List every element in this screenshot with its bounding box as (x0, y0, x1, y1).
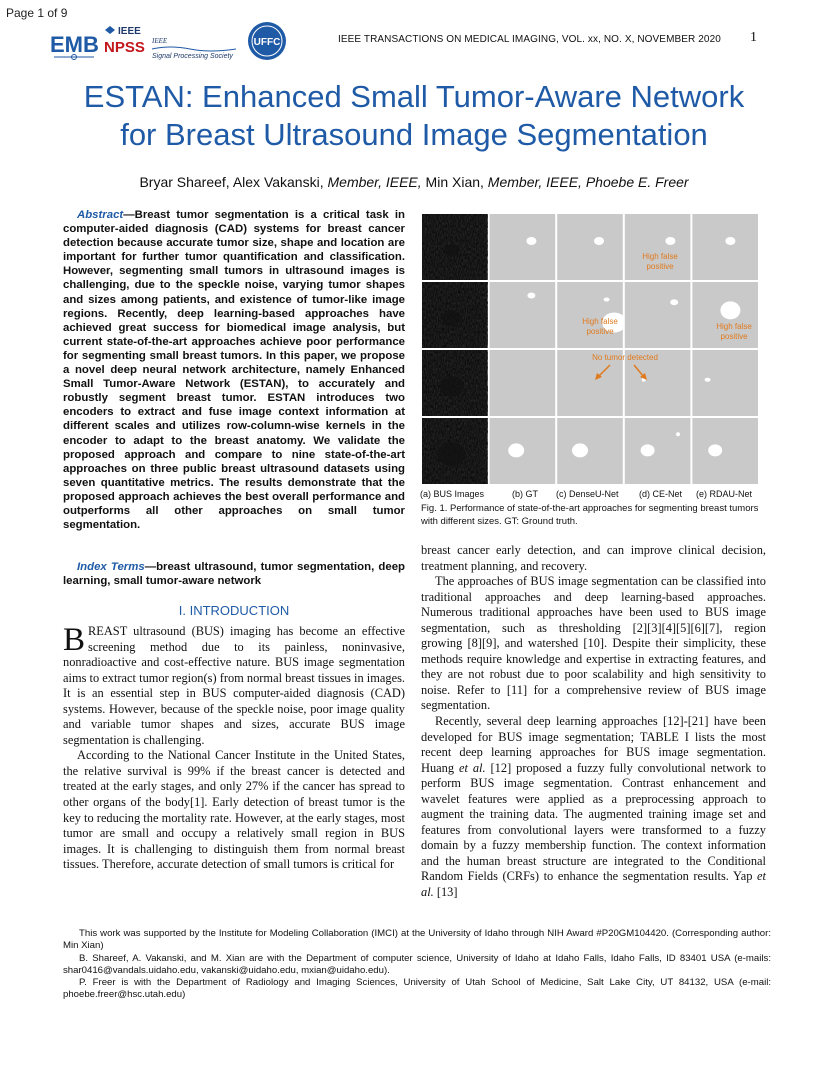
segmentation-mask-blob (665, 237, 675, 245)
footnote-funding: This work was supported by the Institute for Modeling Collaboration (IMCI) at the University of Idaho through NIH Award #P20GM104420. (Corresponding author: Min Xian) (63, 928, 771, 952)
page-label: Page 1 of 9 (6, 6, 68, 20)
segmentation-mask-blob (676, 432, 680, 436)
dropcap-letter: B (63, 622, 86, 658)
figure-caption: Fig. 1. Performance of state-of-the-art approaches for segmenting breast tumors with different sizes. GT: Ground truth. (421, 503, 759, 527)
figure-1 (422, 214, 759, 486)
figure-panel-denseunet-row-1 (557, 214, 623, 280)
figure-panel-gt-row-1 (490, 214, 556, 280)
uffc-logo-text: UFFC (253, 37, 281, 48)
intro-paragraph-5-etal-1: et al. (458, 760, 486, 775)
intro-paragraph-3: breast cancer early detection, and can improve clinical decision, treatment planning, and recovery. (421, 543, 766, 573)
intro-right-column (421, 543, 766, 901)
segmentation-mask-blob (604, 298, 610, 302)
segmentation-mask-blob (725, 237, 735, 245)
sps-logo-text: Signal Processing Society (152, 53, 233, 60)
sublabel-gt: (b) GT (512, 489, 538, 499)
figure-panel-bus-row-3 (422, 350, 488, 416)
intro-paragraph-5-b: [12] proposed a fuzzy fully convolutional network to perform BUS image segmentation. Contrast enhancement and wavelet features were applied as a preprocessing approach to augment the training data. The augmented training image set and features from convolutional layers were transformed to a fuzzy domain by a fuzzy membership function. The context information and the human breast structure are integrated to the Conditional Random Fields (CRFs) to enhance the segmentation results. Yap (421, 760, 766, 884)
figure-panel-gt-row-2 (490, 282, 556, 348)
segmentation-mask-blob (527, 293, 535, 299)
segmentation-mask-blob (526, 237, 536, 245)
paper-title (0, 78, 828, 154)
intro-paragraph-5-c: [13] (433, 885, 458, 900)
intro-paragraph-5-a: Recently, several deep learning approaches [12]-[21] have been developed for BUS image segmentation; TABLE I lists the most recent deep learning approaches for BUS image segmentation. Huang (421, 714, 766, 775)
sublabel-cenet: (d) CE-Net (639, 489, 683, 499)
signal-processing-society-logo (150, 32, 240, 62)
sublabel-bus-images: (a) BUS Images (420, 489, 485, 499)
ieee-logo-text: IEEE (118, 26, 141, 37)
segmentation-mask-blob (508, 443, 524, 457)
footnote-affiliation-2: P. Freer is with the Department of Radiology and Imaging Sciences, University of Utah School of Medicine, Salt Lake City, UT 84132, USA (e-mail: phoebe.freer@hsc.utah.edu) (63, 977, 771, 1001)
figure-panel-rdaunet-row-4 (692, 418, 759, 484)
figure-panel-bus-row-1 (422, 214, 488, 280)
figure-panel-rdaunet-row-1 (692, 214, 758, 280)
annotation-high-false-positive-2: High false positive (582, 317, 618, 336)
figure-panel-cenet-row-2 (625, 282, 691, 348)
npss-logo (104, 22, 152, 62)
emb-logo (48, 28, 100, 62)
uffc-logo (247, 21, 287, 61)
segmentation-mask-blob (670, 299, 678, 305)
footnotes (63, 928, 771, 1002)
annotation-arrows (592, 363, 652, 383)
abstract-text: —Breast tumor segmentation is a critical task in computer-aided diagnosis (CAD) systems for breast cancer detection because accurate tumor size, shape and location are important for further tumor quantification and classification. However, segmenting small tumors in ultrasound images is challenging, due to the speckle noise, varying tumor shapes and sizes among patients, and existence of tumor-like image regions. Recently, deep learning-based approaches have achieved great success for biomedical image analysis, but current state-of-the-art approaches achieve poor performance for segmenting small breast tumors. In this paper, we propose a novel deep neural network architecture, namely Enhanced Small Tumor-Aware Network (ESTAN), to accurately and robustly segment breast tumor. ESTAN introduces two encoders to extract and fuse image context information at different scales and utilizes row-column-wise kernels in the encoder to adapt to the breast anatomy. We validate the proposed approach and compare to nine state-of-the-art approaches on three public breast ultrasound datasets using seven quantitative metrics. The results demonstrate that the proposed approach achieves the best overall performance and outperforms all other approaches on small tumor segmentation. (63, 209, 405, 532)
annotation-high-false-positive-1: High false positive (642, 252, 678, 271)
intro-left-column (63, 624, 405, 873)
segmentation-mask-blob (641, 444, 655, 456)
intro-paragraph-1-text: REAST ultrasound (BUS) imaging has become an effective screening method due to its painless, noninvasive, nonradioactive and cost-effective nature. BUS image segmentation aims to extract tumor region(s) from normal breast tissues in images. It is an essential step in BUS computer-aided diagnosis (CAD) systems. However, because of the speckle noise, poor image quality and variable tumor shapes and sizes, accurate BUS image segmentation is challenging. (63, 624, 405, 747)
figure-panel-rdaunet-row-3 (692, 350, 758, 416)
figure-panel-gt-row-4 (490, 418, 556, 484)
figure-panel-gt-row-3 (490, 350, 556, 416)
intro-paragraph-4: The approaches of BUS image segmentation can be classified into traditional approaches and deep learning-based approaches. Numerous traditional approaches have been used to BUS image segmentation, such as thresholding [2][3][4][5][6][7], region growing [8][9], and watershed [10]. Despite their simplicity, these methods require knowledge and expertise in extracting features, and they are not robust due to poor scalability and high sensitivity to noise. Refer to [11] for a comprehensive review of BUS image segmentation. (421, 574, 766, 713)
title-line-1: ESTAN: Enhanced Small Tumor-Aware Network (83, 79, 745, 114)
figure-panel-denseunet-row-2 (557, 282, 626, 348)
annotation-no-tumor-detected: No tumor detected (592, 353, 658, 362)
emb-logo-text: EMB (50, 32, 99, 57)
sps-ieee-text: IEEE (152, 37, 168, 45)
figure-panel-bus-row-2 (422, 282, 488, 348)
annotation-high-false-positive-3: High false positive (716, 322, 752, 341)
authors-role-1: Member, IEEE, (327, 174, 422, 190)
npss-logo-text: NPSS (104, 39, 145, 56)
authors-part-2: Min Xian, (421, 174, 488, 190)
abstract (63, 208, 405, 532)
intro-paragraph-5 (421, 714, 766, 901)
figure-panel-bus-row-4 (422, 418, 488, 484)
segmentation-mask-blob (572, 443, 588, 457)
author-list (0, 174, 828, 190)
index-terms-text: —breast ultrasound, tumor segmentation, deep learning, small tumor-aware network (63, 561, 405, 588)
abstract-lead: Abstract (77, 209, 124, 221)
intro-paragraph-2: According to the National Cancer Institute in the United States, the relative survival is 99% if the breast cancer is detected and treated at the early stages, and only 27% if the cancer has spread to other organs of the body[1]. Early detection of breast tumor is the key to reducing the mortality rate. However, at the early stages, most tumor are small and occupy a relatively small region in BUS images. It is challenging to distinguish them from normal breast tissues. Therefore, accurate detection of small tumors is critical for (63, 748, 405, 872)
sublabel-rdaunet: (e) RDAU-Net (696, 489, 753, 499)
segmentation-mask-blob (705, 378, 711, 382)
sublabel-denseunet: (c) DenseU-Net (556, 489, 619, 499)
segmentation-mask-blob (720, 301, 740, 319)
index-terms-lead: Index Terms (77, 561, 145, 573)
page-number: 1 (750, 30, 757, 45)
footnote-affiliation-1: B. Shareef, A. Vakanski, and M. Xian are with the Department of computer science, University of Idaho at Idaho Falls, Idaho Falls, ID 83401 USA (e-mails: shar0416@vandals.uidaho.edu, vakanski@uidaho.edu, mxian@uidaho.edu). (63, 952, 771, 976)
title-line-2: for Breast Ultrasound Image Segmentation (120, 117, 708, 152)
authors-role-2: Member, IEEE, Phoebe E. Freer (487, 174, 689, 190)
segmentation-mask-blob (594, 237, 604, 245)
intro-paragraph-5-etal-2: et al. (421, 869, 766, 900)
index-terms (63, 560, 405, 588)
segmentation-mask-blob (708, 444, 722, 456)
section-heading-introduction: I. INTRODUCTION (178, 603, 290, 618)
journal-header: IEEE TRANSACTIONS ON MEDICAL IMAGING, VOL. xx, NO. X, NOVEMBER 2020 (338, 34, 721, 45)
authors-part-1: Bryar Shareef, Alex Vakanski, (139, 174, 328, 190)
intro-paragraph-1 (63, 624, 405, 748)
